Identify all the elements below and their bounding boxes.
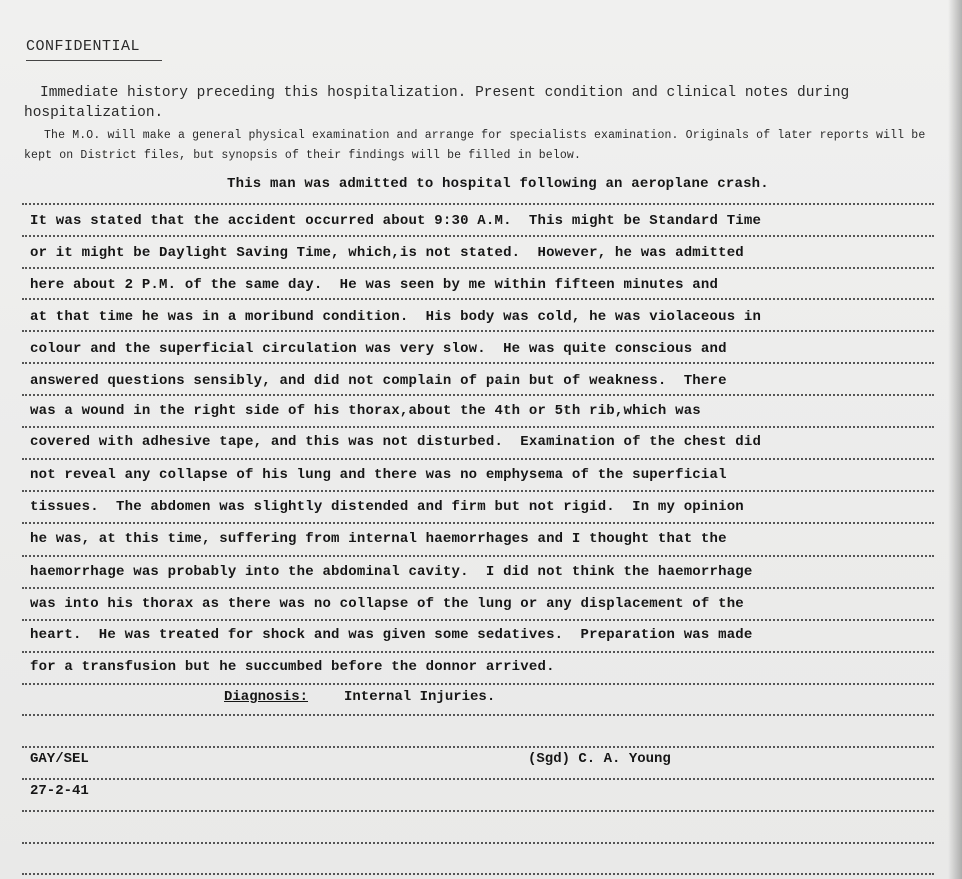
form-rule xyxy=(22,267,934,269)
signature: (Sgd) C. A. Young xyxy=(528,751,671,767)
report-date: 27-2-41 xyxy=(30,783,89,799)
form-rule xyxy=(22,873,934,875)
report-line: he was, at this time, suffering from internal haemorrhages and I thought that the xyxy=(30,531,727,547)
report-line: It was stated that the accident occurred about 9:30 A.M. This might be Standard Time xyxy=(30,213,762,229)
report-line: answered questions sensibly, and did not complain of pain but of weakness. There xyxy=(30,373,727,389)
report-line: was into his thorax as there was no collapse of the lung or any displacement of the xyxy=(30,596,744,612)
report-line: not reveal any collapse of his lung and there was no emphysema of the superficial xyxy=(30,467,727,483)
report-line: haemorrhage was probably into the abdominal cavity. I did not think the haemorrhage xyxy=(30,564,753,580)
report-line: here about 2 P.M. of the same day. He was seen by me within fifteen minutes and xyxy=(30,277,719,293)
form-rule xyxy=(22,522,934,524)
form-instruction-note: The M.O. will make a general physical examination and arrange for specialists examination. Originals of later reports will be kept on District files, but synopsis of their findings will be filled in below. xyxy=(24,129,926,162)
form-rule xyxy=(22,746,934,748)
form-instruction-heading: Immediate history preceding this hospitalization. Present condition and clinical notes during hospitalization. xyxy=(24,85,850,121)
form-rule xyxy=(22,235,934,237)
report-line: This man was admitted to hospital following an aeroplane crash. xyxy=(227,176,769,192)
form-rule xyxy=(22,362,934,364)
report-line: covered with adhesive tape, and this was not disturbed. Examination of the chest did xyxy=(30,434,762,450)
report-line: tissues. The abdomen was slightly distended and firm but not rigid. In my opinion xyxy=(30,499,744,515)
form-rule xyxy=(22,458,934,460)
report-line: or it might be Daylight Saving Time, which,is not stated. However, he was admitted xyxy=(30,245,744,261)
diagnosis-value: Internal Injuries. xyxy=(344,689,496,705)
heading-underline xyxy=(26,60,162,61)
form-rule xyxy=(22,298,934,300)
report-line: colour and the superficial circulation was very slow. He was quite conscious and xyxy=(30,341,727,357)
form-rule xyxy=(22,394,934,396)
form-rule xyxy=(22,330,934,332)
reference-initials: GAY/SEL xyxy=(30,751,89,767)
form-rule xyxy=(22,203,934,205)
report-line: for a transfusion but he succumbed before the donnor arrived. xyxy=(30,659,555,675)
form-rule xyxy=(22,651,934,653)
report-line: was a wound in the right side of his thorax,about the 4th or 5th rib,which was xyxy=(30,403,701,419)
report-line: at that time he was in a moribund condition. His body was cold, he was violaceous in xyxy=(30,309,762,325)
report-line: heart. He was treated for shock and was given some sedatives. Preparation was made xyxy=(30,627,753,643)
page-edge-shadow xyxy=(948,0,962,879)
confidential-heading: CONFIDENTIAL xyxy=(26,38,141,55)
form-rule xyxy=(22,683,934,685)
form-rule xyxy=(22,587,934,589)
form-rule xyxy=(22,490,934,492)
form-rule xyxy=(22,555,934,557)
form-rule xyxy=(22,714,934,716)
form-rule xyxy=(22,842,934,844)
diagnosis-label: Diagnosis: xyxy=(224,689,309,705)
form-rule xyxy=(22,426,934,428)
form-rule xyxy=(22,778,934,780)
form-rule xyxy=(22,619,934,621)
form-rule xyxy=(22,810,934,812)
